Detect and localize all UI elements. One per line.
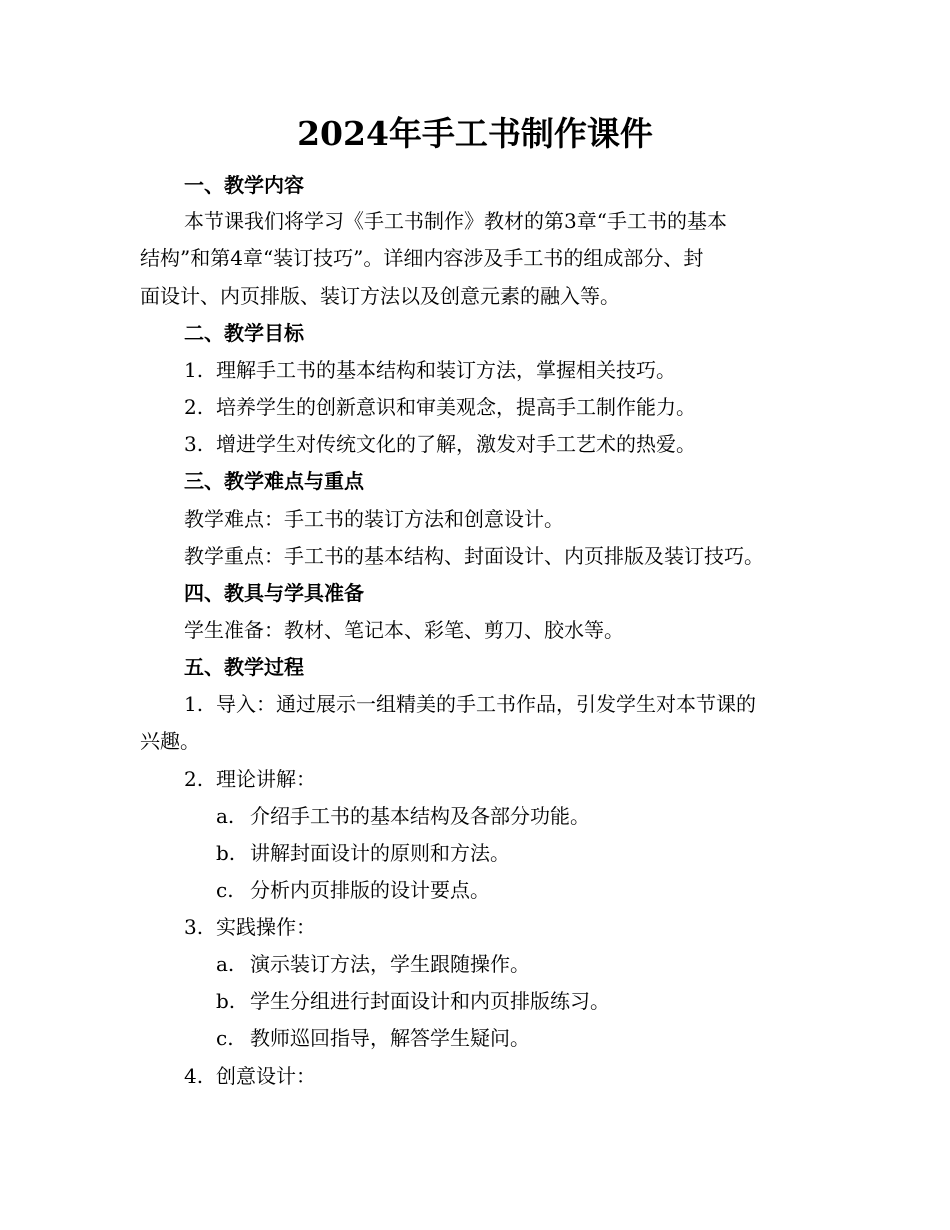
heading-teaching-goals: 二、教学目标 xyxy=(184,321,304,345)
sub-item xyxy=(216,838,510,868)
step-number: 3. xyxy=(184,915,204,939)
sub-item-text: 介绍手工书的基本结构及各部分功能。 xyxy=(250,804,590,828)
step-number: 4. xyxy=(184,1064,204,1088)
goal-text: 增进学生对传统文化的了解，激发对手工艺术的热爱。 xyxy=(216,432,696,456)
sub-item-text: 教师巡回指导，解答学生疑问。 xyxy=(250,1026,530,1050)
goal-text: 培养学生的创新意识和审美观念，提高手工制作能力。 xyxy=(216,395,696,419)
step-text: 理论讲解： xyxy=(216,767,316,791)
sub-item xyxy=(216,1023,530,1053)
goal-item xyxy=(184,429,696,459)
step-number: 1. xyxy=(184,692,204,716)
sub-item xyxy=(216,986,610,1016)
sub-item-text: 学生分组进行封面设计和内页排版练习。 xyxy=(250,989,610,1013)
sub-item-label: b. xyxy=(216,989,236,1013)
content-paragraph-line-2: 结构”和第4章“装订技巧”。详细内容涉及手工书的组成部分、封 xyxy=(140,246,704,270)
step-text: 实践操作： xyxy=(216,915,316,939)
goal-number: 2. xyxy=(184,395,204,419)
document-title: 2024年手工书制作课件 xyxy=(297,114,653,153)
sub-item-label: b. xyxy=(216,841,236,865)
sub-item-label: c. xyxy=(216,1026,234,1050)
sub-item-text: 讲解封面设计的原则和方法。 xyxy=(250,841,510,865)
goal-item xyxy=(184,392,696,422)
sub-item-text: 演示装订方法，学生跟随操作。 xyxy=(250,952,530,976)
process-step xyxy=(184,764,316,794)
heading-difficulty-focus: 三、教学难点与重点 xyxy=(184,469,364,493)
sub-item xyxy=(216,875,490,905)
student-materials: 学生准备：教材、笔记本、彩笔、剪刀、胶水等。 xyxy=(184,618,624,642)
step-text-continued: 兴趣。 xyxy=(140,729,200,753)
heading-teaching-content: 一、教学内容 xyxy=(184,173,304,197)
sub-item xyxy=(216,949,530,979)
goal-item xyxy=(184,355,676,385)
sub-item-label: a. xyxy=(216,804,235,828)
process-step xyxy=(184,912,316,942)
step-number: 2. xyxy=(184,767,204,791)
sub-item-text: 分析内页排版的设计要点。 xyxy=(250,878,490,902)
sub-item-label: a. xyxy=(216,952,235,976)
goal-number: 1. xyxy=(184,358,204,382)
heading-materials: 四、教具与学具准备 xyxy=(184,581,364,605)
teaching-focus: 教学重点：手工书的基本结构、封面设计、内页排版及装订技巧。 xyxy=(184,544,764,568)
goal-number: 3. xyxy=(184,432,204,456)
heading-teaching-process: 五、教学过程 xyxy=(184,655,304,679)
process-step xyxy=(184,1061,316,1091)
goal-text: 理解手工书的基本结构和装订方法，掌握相关技巧。 xyxy=(216,358,676,382)
sub-item xyxy=(216,801,590,831)
teaching-difficulty: 教学难点：手工书的装订方法和创意设计。 xyxy=(184,507,564,531)
sub-item-label: c. xyxy=(216,878,234,902)
step-text: 导入：通过展示一组精美的手工书作品，引发学生对本节课的 xyxy=(216,692,756,716)
process-step xyxy=(184,689,756,719)
step-text: 创意设计： xyxy=(216,1064,316,1088)
content-paragraph-line-1: 本节课我们将学习《手工书制作》教材的第3章“手工书的基本 xyxy=(184,209,727,233)
content-paragraph-line-3: 面设计、内页排版、装订方法以及创意元素的融入等。 xyxy=(140,284,620,308)
